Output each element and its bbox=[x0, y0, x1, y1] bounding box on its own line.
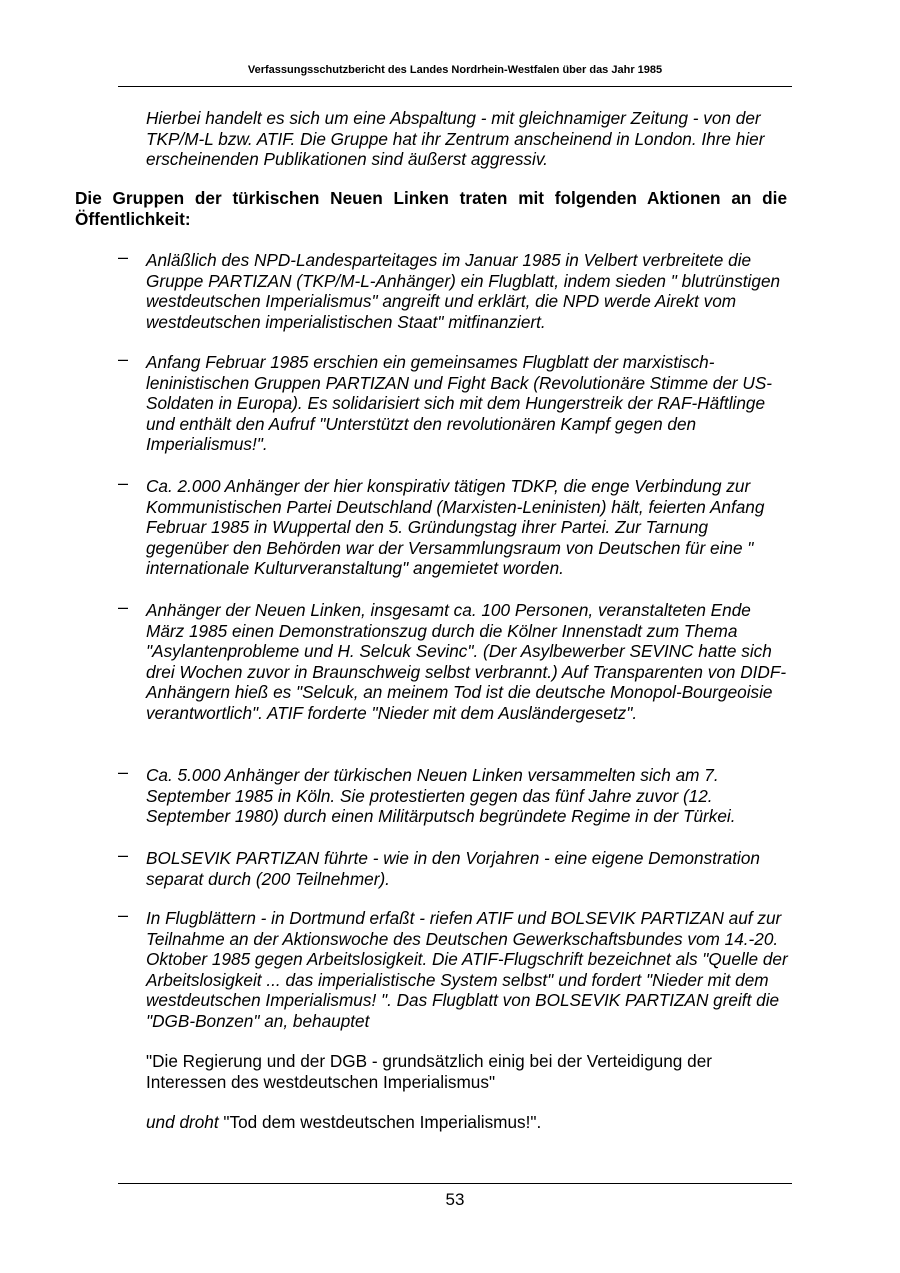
header-rule bbox=[118, 86, 792, 87]
list-item-text: In Flugblättern - in Dortmund erfaßt - riefen ATIF und BOLSEVIK PARTIZAN auf zur Teilnahme an der Aktionswoche des Deutschen Gewerkschaftsbundes vom 14.-20. Oktober 1985 gegen Arbeitslosigkeit. Die ATIF-Flugschrift bezeichnet als "Quelle der Arbeitslosigkeit ... das imperialistische System selbst" und fordert "Nieder mit dem westdeutschen Imperialismus! ". Das Flugblatt von BOLSEVIK PARTIZAN greift die "DGB-Bonzen" an, behauptet bbox=[146, 908, 788, 1031]
list-item-text: BOLSEVIK PARTIZAN führte - wie in den Vorjahren - eine eigene Demonstration separat durch (200 Teilnehmer). bbox=[146, 848, 760, 889]
intro-paragraph: Hierbei handelt es sich um eine Abspaltung - mit gleichnamiger Zeitung - von der TKP/M-L bzw. ATIF. Die Gruppe hat ihr Zentrum anscheinend in London. Ihre hier erscheinenden Publikationen sind äußerst aggressiv. bbox=[146, 108, 765, 170]
list-item bbox=[118, 597, 788, 724]
list-item bbox=[118, 845, 788, 889]
list-item bbox=[118, 762, 788, 827]
list-item bbox=[118, 247, 788, 332]
block-quote: "Die Regierung und der DGB - grundsätzlich einig bei der Verteidigung der Interessen des westdeutschen Imperialismus" bbox=[146, 1051, 712, 1092]
list-item-text: Anhänger der Neuen Linken, insgesamt ca. 100 Personen, veranstalteten Ende März 1985 einen Demonstrationszug durch die Kölner Innenstadt zum Thema "Asylantenprobleme und H. Selcuk Sevinc". (Der Asylbewerber SEVINC hatte sich drei Wochen zuvor in Braunschweig selbst verbrannt.) Auf Transparenten von DIDF-Anhängern hieß es "Selcuk, an meinem Tod ist die deutsche Monopol-Bourgeoisie verantwortlich". ATIF forderte "Nieder mit dem Ausländergesetz". bbox=[146, 600, 787, 723]
list-item-text: Anläßlich des NPD-Landesparteitages im Januar 1985 in Velbert verbreitete die Gruppe PARTIZAN (TKP/M-L-Anhänger) ein Flugblatt, indem sieden " blutrünstigen westdeutschen Imperialismus" angreift und erklärt, die NPD werde Airekt vom westdeutschen imperialistischen Staat" mitfinanziert. bbox=[146, 250, 781, 332]
page-number: 53 bbox=[445, 1190, 465, 1209]
dash-bullet: – bbox=[118, 597, 129, 617]
dash-bullet: – bbox=[118, 845, 129, 865]
closing-line bbox=[146, 1112, 786, 1133]
list-item bbox=[118, 905, 788, 1032]
list-item bbox=[118, 473, 788, 579]
dash-bullet: – bbox=[118, 247, 129, 267]
dash-bullet: – bbox=[118, 349, 129, 369]
dash-bullet: – bbox=[118, 905, 129, 925]
section-heading: Die Gruppen der türkischen Neuen Linken traten mit folgenden Aktionen an die Öffentlichkeit: bbox=[75, 188, 787, 229]
list-item-text: Ca. 2.000 Anhänger der hier konspirativ tätigen TDKP, die enge Verbindung zur Kommunistischen Partei Deutschland (Marxisten-Leninisten) hält, feierten Anfang Februar 1985 in Wuppertal den 5. Gründungstag ihrer Partei. Zur Tarnung gegenüber den Behörden war der Versammlungsraum von Deutschen für eine " internationale Kulturveranstaltung" angemietet worden. bbox=[146, 476, 765, 579]
dash-bullet: – bbox=[118, 473, 129, 493]
closing-quote-text: "Tod dem westdeutschen Imperialismus!". bbox=[218, 1112, 542, 1132]
dash-bullet: – bbox=[118, 762, 129, 782]
list-item-text: Anfang Februar 1985 erschien ein gemeinsames Flugblatt der marxistisch-leninistischen Gruppen PARTIZAN und Fight Back (Revolutionäre Stimme der US-Soldaten in Europa). Es solidarisiert sich mit dem Hungerstreik der RAF-Häftlinge und enthält den Aufruf "Unterstützt den revolutionären Kampf gegen den Imperialismus!". bbox=[146, 352, 773, 455]
list-item-text: Ca. 5.000 Anhänger der türkischen Neuen Linken versammelten sich am 7. September 1985 in Köln. Sie protestierten gegen das fünf Jahre zuvor (12. September 1980) durch einen Militärputsch begründete Regime in der Türkei. bbox=[146, 765, 736, 827]
footer-rule bbox=[118, 1183, 792, 1184]
running-header: Verfassungsschutzbericht des Landes Nordrhein-Westfalen über das Jahr 1985 bbox=[247, 64, 663, 76]
list-item bbox=[118, 349, 788, 455]
closing-italic-text: und droht bbox=[146, 1112, 219, 1132]
